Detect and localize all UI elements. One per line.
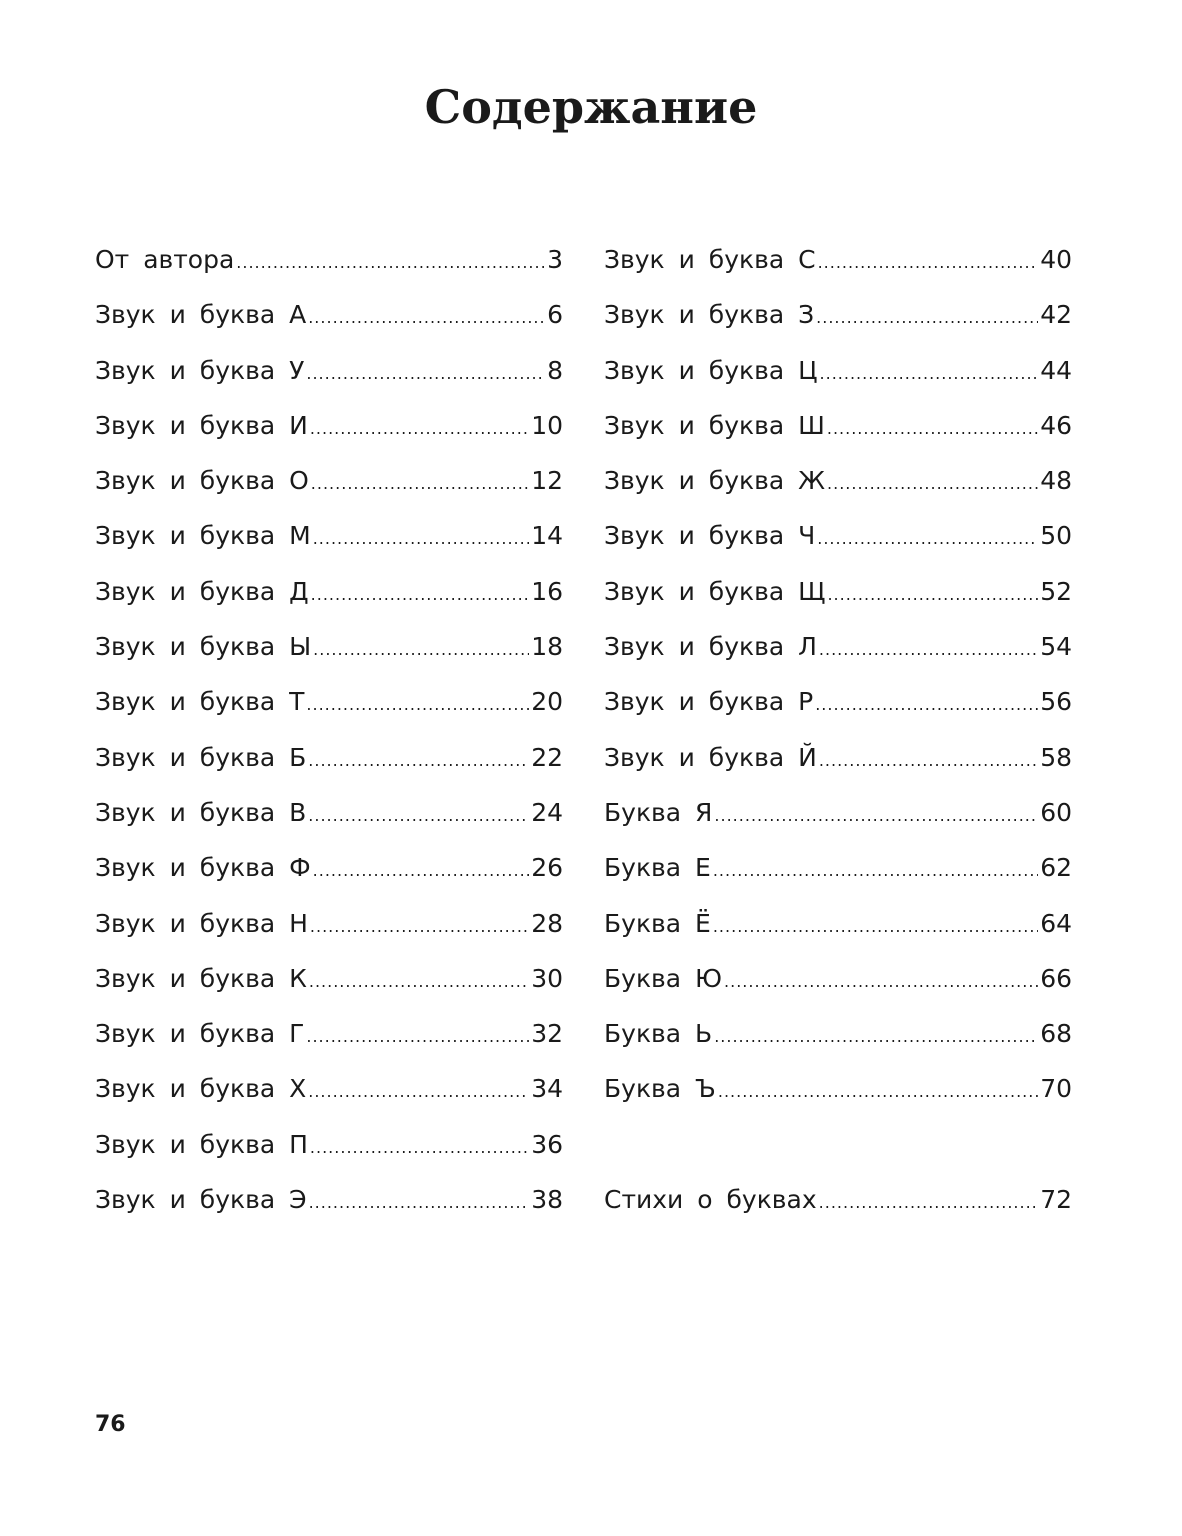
toc-entry[interactable] [95, 577, 563, 632]
toc-entry[interactable] [95, 1074, 563, 1129]
toc-dot-leader [308, 308, 545, 327]
toc-entry-page: 58 [1040, 742, 1072, 772]
toc-entry-label: Звук и буква Ш [604, 410, 825, 440]
toc-dot-leader [818, 253, 1039, 272]
toc-entry[interactable] [604, 300, 1072, 355]
toc-dot-leader [819, 640, 1038, 659]
toc-entry-page: 20 [531, 687, 563, 717]
toc-entry-page: 54 [1040, 632, 1072, 662]
toc-entry[interactable] [604, 1019, 1072, 1074]
toc-entry[interactable] [95, 632, 563, 687]
toc-right-column [604, 245, 1072, 1240]
toc-dot-leader [827, 585, 1038, 604]
toc-entry[interactable] [604, 1074, 1072, 1129]
toc-entry[interactable] [95, 411, 563, 466]
toc-entry-label: Буква Я [604, 797, 713, 827]
toc-entry[interactable] [95, 521, 563, 576]
toc-entry-label: Звук и буква З [604, 300, 815, 330]
toc-entry[interactable] [604, 466, 1072, 521]
toc-entry-label: Звук и буква В [95, 797, 307, 827]
toc-entry-page: 24 [531, 797, 563, 827]
toc-entry[interactable] [95, 466, 563, 521]
toc-dot-leader [714, 1027, 1038, 1046]
toc-entry-page: 28 [531, 908, 563, 938]
toc-entry-label: Звук и буква Ч [604, 521, 816, 551]
toc-entry-label: Звук и буква Э [95, 1185, 307, 1215]
toc-entry-page: 22 [531, 742, 563, 772]
toc-entry-label: Звук и буква Г [95, 1019, 305, 1049]
toc-entry-page: 6 [547, 300, 563, 330]
toc-entry[interactable] [95, 356, 563, 411]
page-title: Содержание [424, 80, 758, 134]
toc-dot-leader [827, 474, 1038, 493]
toc-entry-page: 72 [1040, 1185, 1072, 1215]
toc-entry[interactable] [604, 632, 1072, 687]
toc-entry[interactable] [95, 964, 563, 1019]
toc-entry-page: 10 [531, 410, 563, 440]
toc-dot-leader [308, 1082, 529, 1101]
toc-entry-label: Буква Ъ [604, 1074, 716, 1104]
toc-entry-label: Звук и буква К [95, 963, 307, 993]
toc-entry-label: Звук и буква Т [95, 687, 305, 717]
toc-dot-leader [313, 861, 530, 880]
toc-entry[interactable] [95, 1019, 563, 1074]
toc-dot-leader [308, 751, 529, 770]
toc-entry-label: Буква Ь [604, 1019, 713, 1049]
toc-entry[interactable] [604, 521, 1072, 576]
toc-entry-page: 46 [1040, 410, 1072, 440]
toc-dot-leader [310, 419, 529, 438]
toc-dot-leader [306, 364, 545, 383]
toc-entry[interactable] [95, 798, 563, 853]
toc-entry-page: 12 [531, 466, 563, 496]
toc-entry-label: Звук и буква Щ [604, 576, 826, 606]
toc-entry-label: Звук и буква Н [95, 908, 308, 938]
toc-entry[interactable] [604, 853, 1072, 908]
toc-entry-label: Звук и буква Ж [604, 466, 826, 496]
toc-entry-label: Звук и буква Ц [604, 355, 818, 385]
toc-entry-label: Звук и буква Й [604, 742, 817, 772]
toc-dot-leader [827, 419, 1038, 438]
toc-dot-leader [309, 1193, 530, 1212]
toc-entry[interactable] [604, 743, 1072, 798]
toc-entry-label: От автора [95, 245, 235, 274]
toc-entry-label: Звук и буква П [95, 1129, 308, 1159]
toc-dot-leader [724, 972, 1038, 991]
toc-entry-page: 60 [1040, 797, 1072, 827]
toc-dot-leader [819, 751, 1038, 770]
toc-entry[interactable] [604, 964, 1072, 1019]
toc-entry-page: 8 [547, 355, 563, 385]
toc-dot-leader [816, 308, 1038, 327]
toc-entry[interactable] [95, 743, 563, 798]
toc-entry-label: Буква Ю [604, 963, 723, 993]
toc-entry-page: 42 [1040, 300, 1072, 330]
toc-entry-page: 68 [1040, 1019, 1072, 1049]
toc-entry[interactable] [95, 1130, 563, 1185]
toc-entry-page: 34 [531, 1074, 563, 1104]
toc-entry-page: 30 [531, 963, 563, 993]
toc-dot-leader [815, 695, 1038, 714]
toc-entry[interactable] [604, 687, 1072, 742]
toc-entry-label: Звук и буква Х [95, 1074, 307, 1104]
toc-entry-label: Буква Ё [604, 908, 711, 938]
toc-entry[interactable] [604, 909, 1072, 964]
toc-entry-label: Звук и буква Д [95, 576, 309, 606]
toc-entry[interactable] [95, 245, 563, 300]
toc-entry[interactable] [604, 245, 1072, 300]
toc-entry-label: Звук и буква Ы [95, 632, 312, 662]
toc-entry-page: 16 [531, 576, 563, 606]
toc-dot-leader [713, 917, 1038, 936]
toc-entry-page: 36 [531, 1129, 563, 1159]
toc-dot-leader [308, 806, 529, 825]
toc-entry-label: Звук и буква Ф [95, 853, 311, 883]
toc-entry-label: Звук и буква А [95, 300, 307, 330]
toc-entry-label: Звук и буква У [95, 355, 305, 385]
toc-entry-page: 14 [531, 521, 563, 551]
toc-dot-leader [313, 529, 530, 548]
toc-dot-leader [236, 253, 545, 272]
page-number: 76 [95, 1412, 126, 1437]
toc-entry[interactable] [95, 687, 563, 742]
toc-dot-leader [310, 1138, 529, 1157]
toc-entry-page: 48 [1040, 466, 1072, 496]
toc-entry[interactable] [604, 356, 1072, 411]
toc-dot-leader [713, 861, 1038, 880]
toc-entry[interactable] [95, 909, 563, 964]
toc-entry[interactable] [95, 853, 563, 908]
toc-entry-page: 38 [531, 1185, 563, 1215]
toc-entry-page: 64 [1040, 908, 1072, 938]
toc-entry[interactable] [95, 1185, 563, 1240]
toc-entry[interactable] [604, 577, 1072, 632]
toc-dot-leader [309, 972, 529, 991]
toc-dot-leader [714, 806, 1038, 825]
toc-dot-leader [306, 1027, 529, 1046]
toc-entry-page: 40 [1040, 245, 1072, 274]
toc-entry-label: Звук и буква Б [95, 742, 307, 772]
toc-entry[interactable] [604, 798, 1072, 853]
toc-dot-leader [311, 585, 530, 604]
toc-entry-page: 26 [531, 853, 563, 883]
toc-entry-label: Звук и буква С [604, 245, 816, 274]
toc-entry-label: Стихи о буквах [604, 1185, 817, 1215]
toc-entry-page: 66 [1040, 963, 1072, 993]
toc-entry-page: 62 [1040, 853, 1072, 883]
toc-dot-leader [313, 640, 529, 659]
toc-entry-page: 70 [1040, 1074, 1072, 1104]
toc-entry-page: 32 [531, 1019, 563, 1049]
toc-entry-page: 52 [1040, 576, 1072, 606]
toc-entry-page: 44 [1040, 355, 1072, 385]
toc-entry-page: 56 [1040, 687, 1072, 717]
toc-dot-leader [311, 474, 529, 493]
toc-entry-label: Буква Е [604, 853, 711, 883]
toc-entry[interactable] [604, 1185, 1072, 1240]
toc-entry[interactable] [95, 300, 563, 355]
toc-entry-label: Звук и буква О [95, 466, 309, 496]
toc-dot-leader [819, 1193, 1039, 1212]
toc-dot-leader [306, 695, 529, 714]
toc-dot-leader [310, 917, 529, 936]
toc-entry-page: 18 [531, 632, 563, 662]
toc-entry[interactable] [604, 411, 1072, 466]
toc-entry-label: Звук и буква И [95, 410, 308, 440]
toc-entry-label: Звук и буква Л [604, 632, 817, 662]
toc-dot-leader [718, 1082, 1038, 1101]
toc-entry-page: 50 [1040, 521, 1072, 551]
toc-entry-page: 3 [547, 245, 563, 274]
toc-dot-leader [817, 529, 1038, 548]
toc-left-column [95, 245, 563, 1240]
toc-entry-label: Звук и буква М [95, 521, 311, 551]
toc-dot-leader [820, 364, 1039, 383]
toc-entry-label: Звук и буква Р [604, 687, 814, 717]
